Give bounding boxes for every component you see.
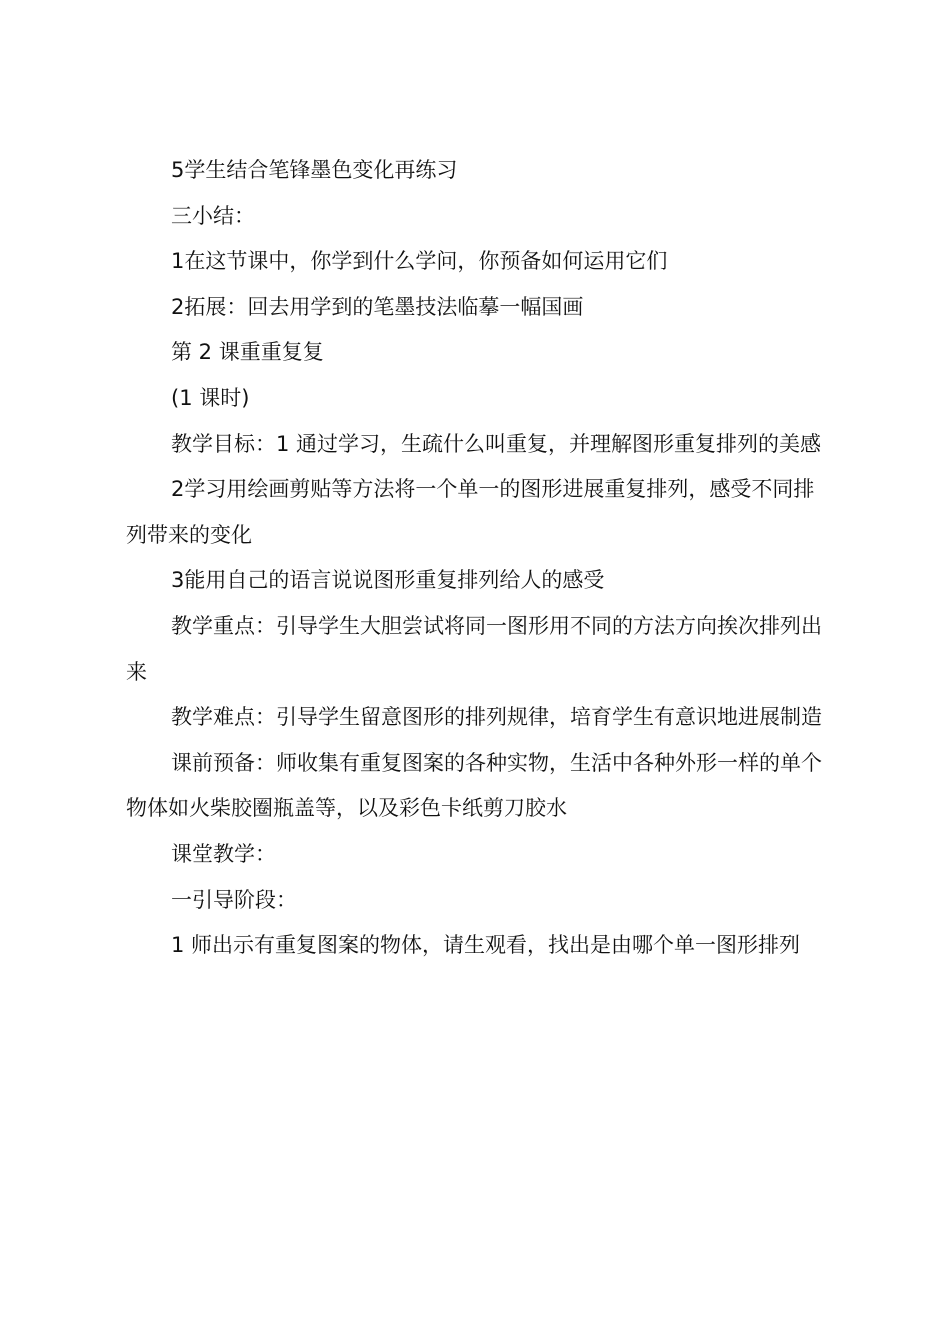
- guidance-step-1: 1 师出示有重复图案的物体，请生观看，找出是由哪个单一图形排列: [171, 933, 801, 958]
- teaching-goal-3: 3能用自己的语言说说图形重复排列给人的感受: [171, 568, 605, 593]
- teaching-goal-1: 教学目标：1 通过学习，生疏什么叫重复，并理解图形重复排列的美感: [171, 431, 822, 456]
- paragraph-summary-question: 1在这节课中，你学到什么学问，你预备如何运用它们: [171, 249, 668, 274]
- teaching-goal-2: 2学习用绘画剪贴等方法将一个单一的图形进展重复排列，感受不同排列带来的变化: [126, 477, 815, 547]
- lesson-title: 第 2 课重重复复: [171, 340, 324, 365]
- document-body: [126, 148, 832, 969]
- teaching-key-point: 教学重点：引导学生大胆尝试将同一图形用不同的方法方向挨次排列出来: [126, 613, 822, 684]
- guidance-stage-heading: 一引导阶段：: [171, 887, 297, 912]
- teaching-difficulty: 教学难点：引导学生留意图形的排列规律，培育学生有意识地进展制造: [171, 705, 822, 730]
- paragraph-practice: 5学生结合笔锋墨色变化再练习: [171, 158, 458, 182]
- paragraph-extension: 2拓展：回去用学到的笔墨技法临摹一幅国画: [171, 294, 584, 319]
- lesson-duration: (1 课时): [171, 385, 250, 410]
- class-preparation: 课前预备：师收集有重复图案的各种实物，生活中各种外形一样的单个物体如火柴胶圈瓶盖等，以及彩色卡纸剪刀胶水: [126, 750, 822, 821]
- paragraph-summary-heading: 三小结：: [171, 203, 255, 228]
- classroom-teaching-heading: 课堂教学：: [171, 841, 276, 866]
